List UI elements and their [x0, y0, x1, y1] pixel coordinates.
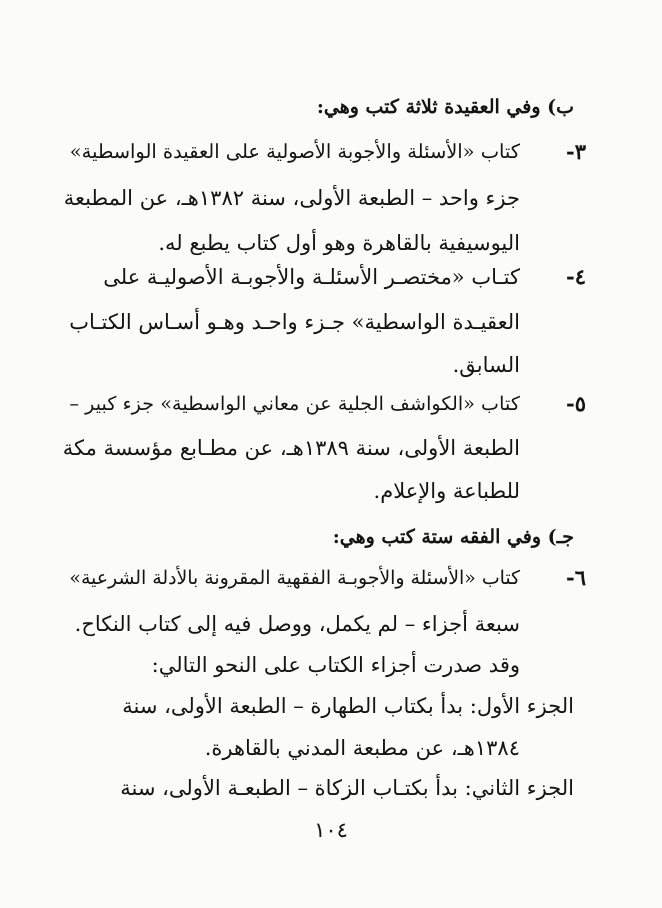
item-6-line-6: الجزء الثاني: بدأ بكتـاب الزكاة – الطبعـة الأولى، سنة [120, 776, 574, 800]
item-6-line-1: كتاب «الأسئلة والأجوبـة الفقهية المقرونة بالأدلة الشرعية» [69, 567, 520, 589]
section-heading-b: ب) وفي العقيدة ثلاثة كتب وهي: [316, 96, 574, 118]
item-3-line-3: اليوسيفية بالقاهرة وهو أول كتاب يطبع له. [158, 231, 520, 255]
item-6-line-2: سبعة أجزاء – لم يكمل، ووصل فيه إلى كتاب النكاح. [74, 612, 520, 636]
item-4-line-3: السابق. [452, 353, 520, 377]
item-5-line-1: كتاب «الكواشف الجلية عن معاني الواسطية» جزء كبير – [69, 392, 520, 415]
item-6-line-3: وقد صدرت أجزاء الكتاب على النحو التالي: [151, 653, 520, 677]
item-4-line-1: كتـاب «مختصـر الأسئلـة والأجوبـة الأصوليـة على [103, 265, 520, 289]
section-heading-j: جـ) وفي الفقه ستة كتب وهي: [332, 526, 574, 548]
item-number-3: -٣ [566, 139, 586, 164]
item-6-line-5: ١٣٨٤هـ، عن مطبعة المدني بالقاهرة. [204, 736, 520, 760]
item-3-line-2: جزء واحد – الطبعة الأولى، سنة ١٣٨٢هـ، عن المطبعة [63, 186, 520, 210]
item-4-line-2: العقيـدة الواسطية» جـزء واحـد وهـو أسـاس الكتـاب [69, 310, 520, 334]
item-6-line-4: الجزء الأول: بدأ بكتاب الطهارة – الطبعة الأولى، سنة [122, 694, 574, 718]
item-number-4: -٤ [566, 264, 586, 289]
item-5-line-3: للطباعة والإعلام. [373, 479, 520, 503]
item-5-line-2: الطبعة الأولى، سنة ١٣٨٩هـ، عن مطـابع مؤسسة مكة [62, 436, 520, 460]
item-number-6: -٦ [566, 565, 586, 590]
page-number: ١٠٤ [314, 818, 348, 842]
item-number-5: -٥ [566, 391, 586, 416]
item-3-line-1: كتاب «الأسئلة والأجوبة الأصولية على العقيدة الواسطية» [69, 140, 520, 163]
